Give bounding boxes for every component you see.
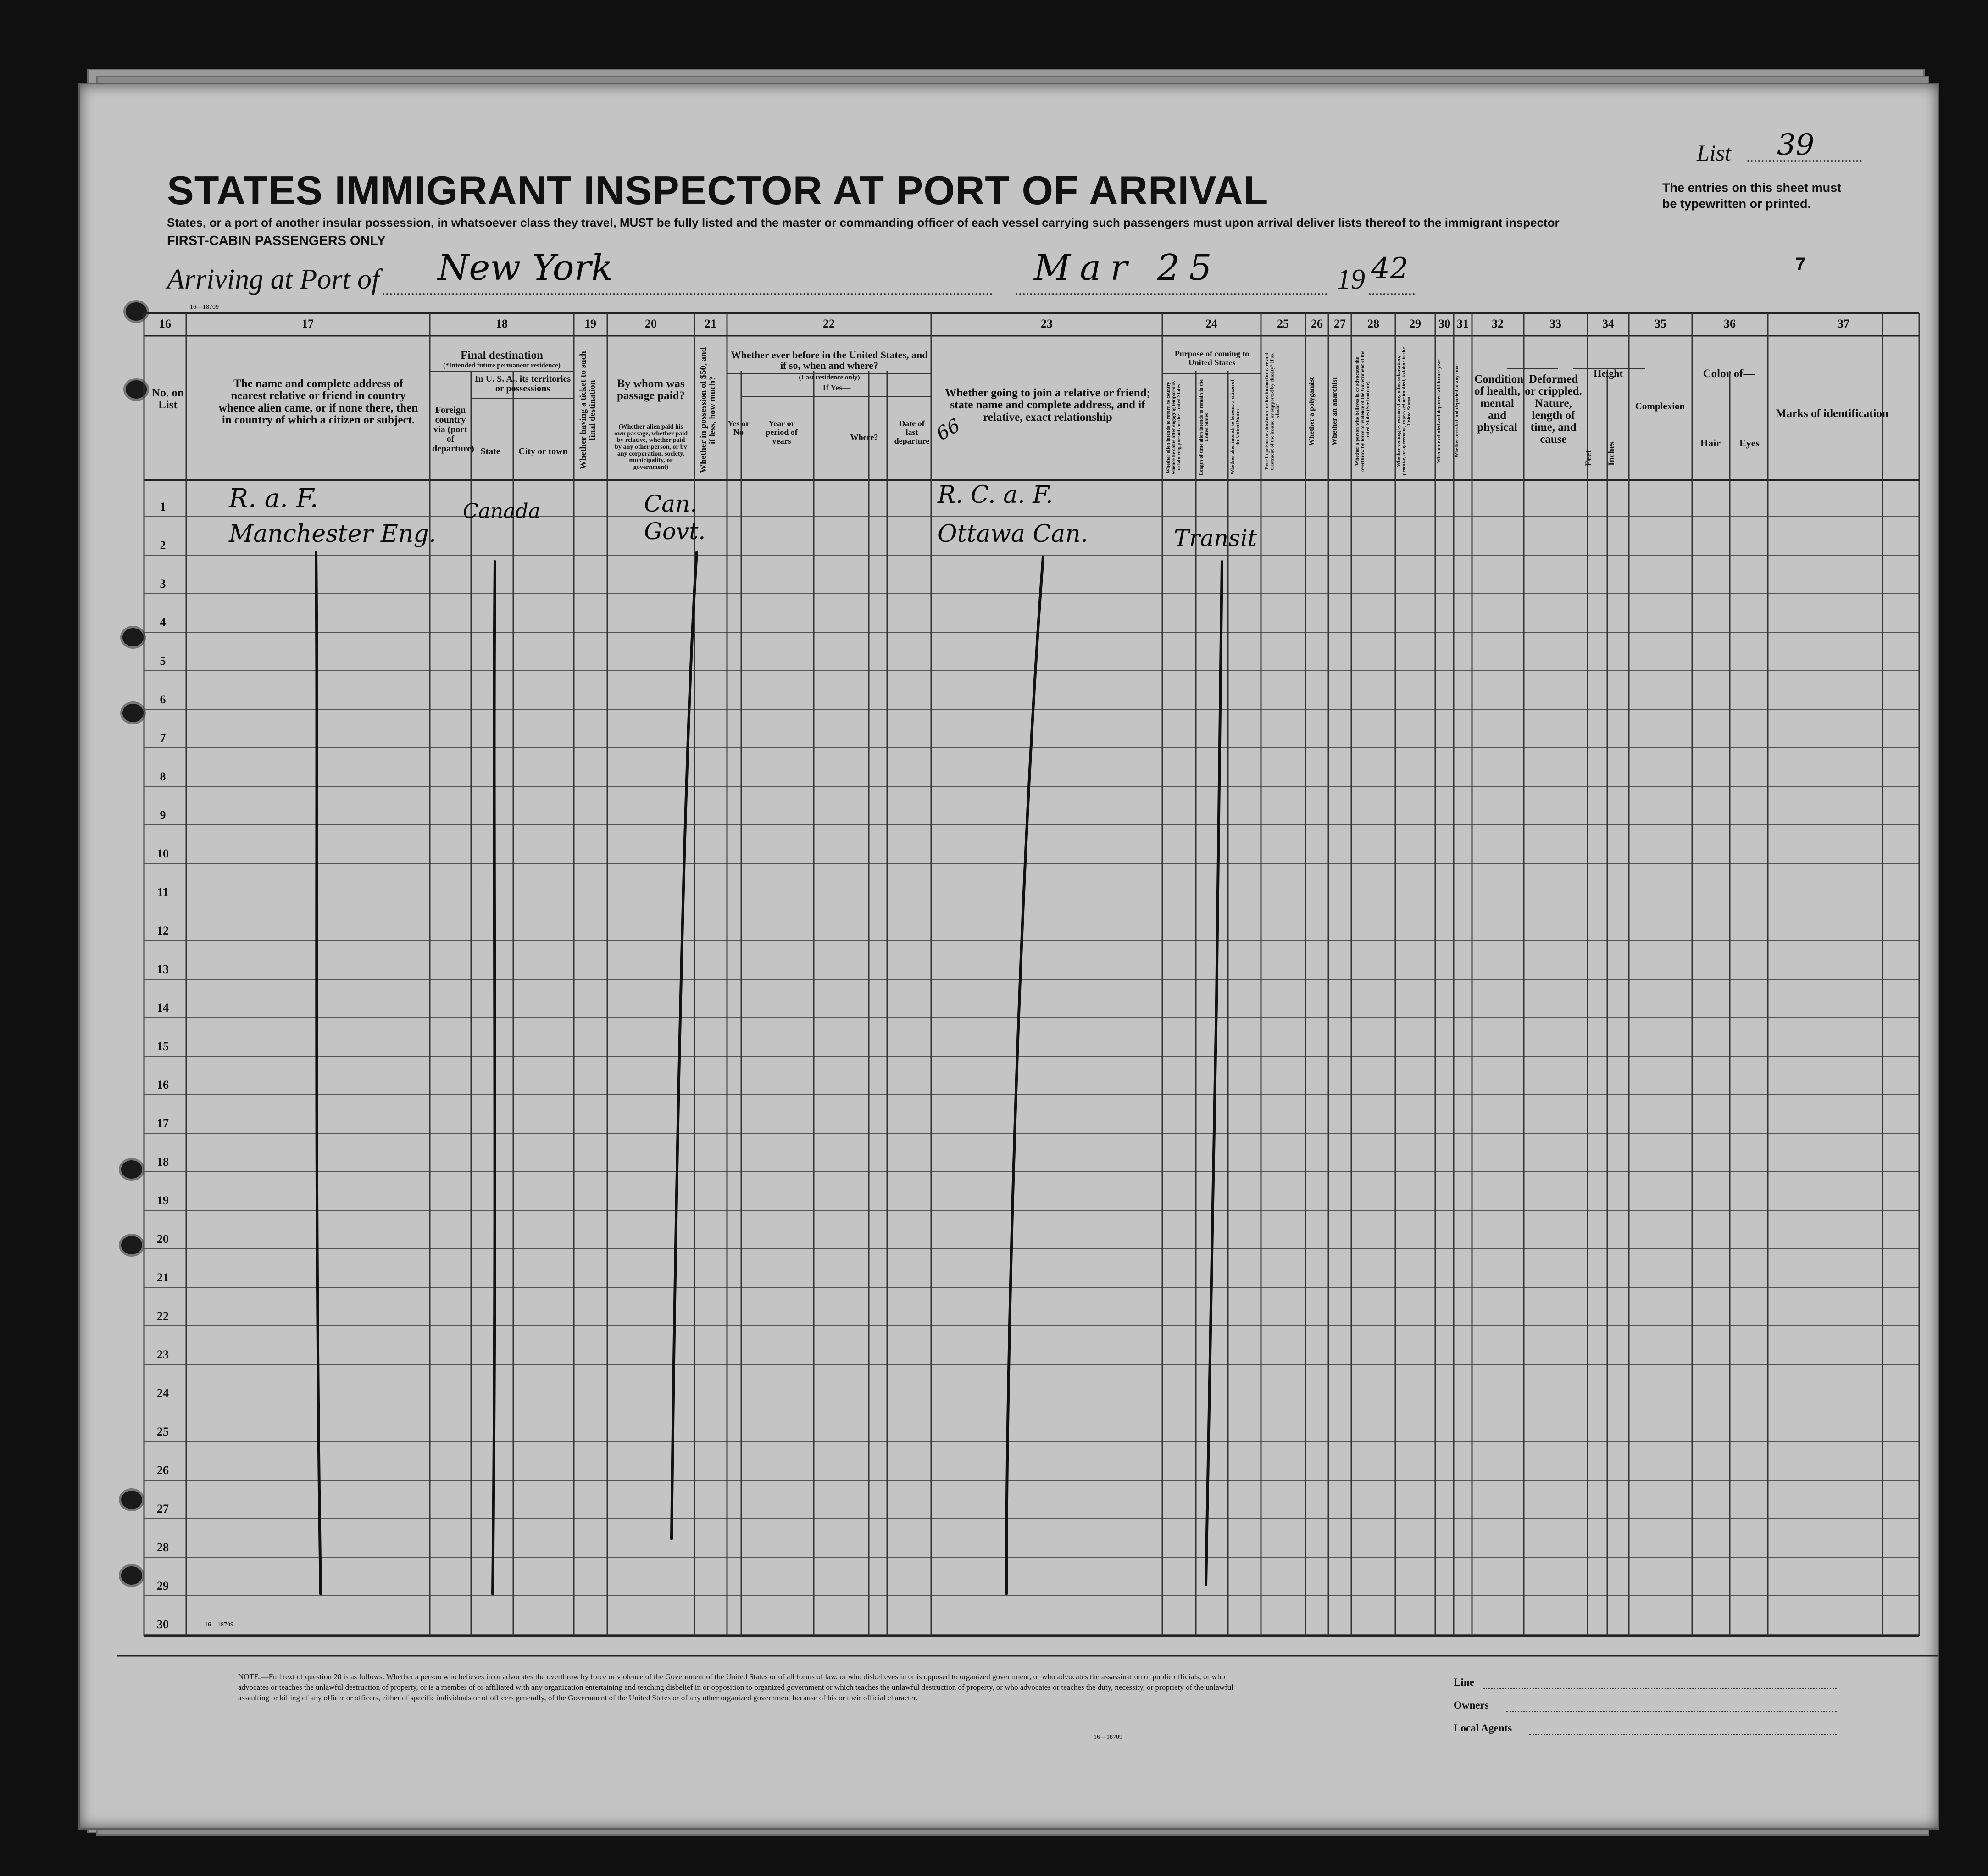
- ditto-line-relative: [316, 552, 321, 1594]
- column-number: 26: [1311, 317, 1323, 330]
- relative-line-2: Manchester Eng.: [229, 520, 437, 548]
- join-line-1: R. C. a. F.: [938, 481, 1053, 509]
- row-number: 5: [160, 654, 166, 668]
- col18-header: Final destination: [461, 349, 543, 362]
- row-number: 12: [157, 924, 169, 937]
- page-title: STATES IMMIGRANT INSPECTOR AT PORT OF ARRIVAL: [167, 167, 1269, 213]
- row-number: 18: [157, 1155, 169, 1169]
- row-number: 2: [160, 539, 166, 552]
- column-number: 33: [1549, 317, 1561, 330]
- col27-header: Whether an anarchist: [1331, 377, 1338, 445]
- row-number: 4: [160, 616, 166, 629]
- list-number: 39: [1777, 128, 1815, 162]
- ditto-lines: [80, 84, 1938, 1828]
- column-number: 30: [1438, 317, 1450, 330]
- row-number: 25: [157, 1425, 169, 1438]
- col16-header: No. on List: [152, 387, 184, 412]
- col24-c: Whether alien intends to become a citizen of the United States: [1230, 379, 1241, 475]
- row-number: 30: [157, 1618, 169, 1631]
- row-number: 9: [160, 808, 166, 822]
- row-number: 1: [160, 500, 166, 513]
- instruction-line-2: be typewritten or printed.: [1662, 197, 1811, 211]
- row-number: 26: [157, 1464, 169, 1477]
- column-number: 20: [645, 317, 657, 330]
- owners-label: Owners: [1454, 1699, 1489, 1711]
- col21-header: Whether in possession of $50, and if less, how much?: [699, 347, 717, 473]
- column-number: 34: [1602, 317, 1614, 330]
- col31-header: Whether arrested and deported at any time: [1454, 364, 1460, 458]
- column-number: 28: [1367, 317, 1379, 330]
- row-number: 28: [157, 1541, 169, 1554]
- column-number: 27: [1334, 317, 1346, 330]
- column-number: 29: [1409, 317, 1421, 330]
- col20-header: By whom was passage paid?: [617, 378, 685, 402]
- manifest-sheet: [78, 83, 1939, 1830]
- class-line: FIRST-CABIN PASSENGERS ONLY: [167, 234, 386, 248]
- year-prefix: 19: [1337, 264, 1365, 295]
- form-code-bottom: 16—18709: [205, 1621, 233, 1628]
- owners-field: [1506, 1711, 1837, 1712]
- column-number: 19: [584, 317, 596, 330]
- col34-feet: Feet: [1584, 450, 1594, 467]
- col22-date: Date of last departure: [894, 419, 930, 445]
- ditto-line-purpose: [1206, 562, 1222, 1585]
- local-agents-label: Local Agents: [1454, 1722, 1512, 1734]
- col36-header: Color of—: [1703, 367, 1755, 380]
- col18-foreign: Foreign country via (port of departure): [432, 405, 474, 454]
- column-number: 17: [302, 317, 314, 330]
- row-number: 21: [157, 1271, 169, 1284]
- port-value: New York: [438, 247, 613, 289]
- col37-header: Marks of identification: [1776, 407, 1888, 420]
- col34-header: Height: [1594, 367, 1623, 379]
- footnote-text: NOTE.—Full text of question 28 is as follows: Whether a person who believes in or advocates the overthrow by force or violence of the Government of the United States or of all forms of law, or who disbelieves in or is opposed to organized government, or who advocates the assassination of public officials, or who advocates or teaches the unlawful destruction of property, or is a member of or affiliated with any organization entertaining and teaching disbelief in or opposition to organized government or which teaches the unlawful destruction of property, or who advocates or teaches the duty, necessity, or propriety of the unlawful assaulting or killing of any officer or officers, either of specific individuals or of officers generally, of the Government of the United States or of any other organized government because of his or their official character.: [238, 1672, 1233, 1702]
- col32-header: Condition of health, mental and physical: [1474, 373, 1523, 434]
- col22-note: (Last residence only): [799, 374, 860, 381]
- subtitle-line: States, or a port of another insular possession, in whatsoever class they travel, MUST be fully listed and the master or commanding officer of each vessel carrying such passengers must upon arrival deliver lists thereof to the immigrant inspector: [167, 216, 1560, 229]
- col34-inches: Inches: [1607, 441, 1616, 466]
- row-number: 6: [160, 693, 166, 706]
- col24-b: Length of time alien intends to remain in the United States: [1199, 379, 1210, 475]
- line-label: Line: [1454, 1676, 1474, 1688]
- paid-by-line-1: Can.: [644, 490, 698, 517]
- column-number: 24: [1205, 317, 1217, 330]
- column-number: 32: [1492, 317, 1504, 330]
- column-number: 21: [705, 317, 716, 330]
- line-field: [1483, 1688, 1837, 1689]
- column-number: 35: [1655, 317, 1666, 330]
- instruction-line-1: The entries on this sheet must: [1662, 181, 1842, 195]
- local-agents-field: [1529, 1734, 1837, 1735]
- paid-by-line-2: Govt.: [644, 518, 706, 545]
- col30-header: Whether excluded and deported within one year: [1436, 359, 1442, 463]
- column-number: 31: [1457, 317, 1469, 330]
- col17-header: The name and complete address of nearest relative or friend in country whence alien came, or if none there, then in country of which a citizen or subject.: [218, 378, 418, 426]
- column-number: 36: [1724, 317, 1736, 330]
- col18-note: (*Intended future permanent residence): [443, 362, 561, 369]
- col35-header: Complexion: [1635, 401, 1685, 412]
- col29-header: Whether coming by reason of any offer, solicitation, promise, or agreement, expressed or implied, to labor in the United States: [1396, 347, 1412, 476]
- row-number: 11: [157, 885, 169, 899]
- col23-header: Whether going to join a relative or friend; state name and complete address, and if relative, exact relationship: [945, 387, 1150, 423]
- row-number: 19: [157, 1194, 169, 1207]
- row-number: 8: [160, 770, 166, 783]
- foreign-country-value: Canada: [463, 500, 540, 523]
- column-number: 23: [1041, 317, 1053, 330]
- col28-header: Whether a person who believes in or advocates the overthrow by force or violence of the Government of the United States (See footnote): [1355, 351, 1371, 472]
- col33-header: Deformed or crippled. Nature, length of time, and cause: [1525, 373, 1582, 446]
- year-suffix: 42: [1371, 252, 1409, 286]
- col22-year: Year or period of years: [766, 419, 798, 445]
- relative-line-1: R. a. F.: [229, 484, 318, 513]
- col20-note: (Whether alien paid his own passage, whether paid by relative, whether paid by any other person, or by any corporation, society, municipality, or government): [614, 423, 688, 471]
- row-number: 15: [157, 1040, 169, 1053]
- col22-header: Whether ever before in the United States, and if so, when and where?: [731, 349, 928, 372]
- col18-city: City or town: [518, 446, 568, 456]
- row-number: 3: [160, 577, 166, 590]
- col22-where: Where?: [850, 433, 878, 442]
- purpose-value: Transit: [1174, 525, 1257, 551]
- row-number: 27: [157, 1502, 169, 1515]
- column-number: 25: [1277, 317, 1289, 330]
- row-number: 23: [157, 1348, 169, 1361]
- row-number: 13: [157, 963, 169, 976]
- row-number: 16: [157, 1078, 169, 1091]
- ditto-line-join: [1006, 557, 1043, 1594]
- list-label: List: [1697, 140, 1732, 166]
- form-code-top: 16—18709: [190, 304, 219, 311]
- col18-state: State: [480, 446, 500, 456]
- row-number: 22: [157, 1309, 169, 1323]
- ditto-line-foreign: [493, 562, 495, 1594]
- column-number: 18: [496, 317, 508, 330]
- col19-header: Whether having a ticket to such final destination: [578, 351, 597, 469]
- col36-hair: Hair: [1700, 437, 1721, 449]
- col18-usa: In U. S. A., its territories or possessions: [474, 374, 571, 394]
- page-number: 7: [1795, 254, 1806, 274]
- row-number: 29: [157, 1579, 169, 1592]
- margin-mark: 66: [933, 415, 964, 445]
- footnote-code: 16—18709: [1094, 1734, 1122, 1741]
- row-number: 17: [157, 1117, 169, 1130]
- ditto-line-paidby: [672, 552, 697, 1539]
- column-number: 37: [1838, 317, 1849, 330]
- col22-ifyes: If Yes—: [822, 383, 851, 392]
- date-value: Mar 25: [1034, 247, 1221, 289]
- row-number: 7: [160, 731, 166, 745]
- column-number: 16: [159, 317, 171, 330]
- col25-header: Ever in prison or almshouse or institution for care and treatment of the insane, or supported by charity? If so, which?: [1264, 352, 1281, 470]
- arriving-label: Arriving at Port of: [167, 264, 380, 295]
- row-number: 14: [157, 1001, 169, 1014]
- column-number: 22: [823, 317, 835, 330]
- join-line-2: Ottawa Can.: [938, 520, 1088, 548]
- row-number: 24: [157, 1386, 169, 1400]
- col22-yesno: Yes or No: [727, 419, 750, 437]
- col24-a: Whether alien intends to return to country whence he came after engaging temporarily in laboring pursuits in the United States: [1166, 380, 1182, 474]
- col24-header: Purpose of coming to United States: [1174, 349, 1249, 367]
- col26-header: Whether a polygamist: [1308, 377, 1316, 446]
- col36-eyes: Eyes: [1739, 437, 1760, 449]
- row-number: 10: [157, 847, 169, 860]
- row-number: 20: [157, 1232, 169, 1246]
